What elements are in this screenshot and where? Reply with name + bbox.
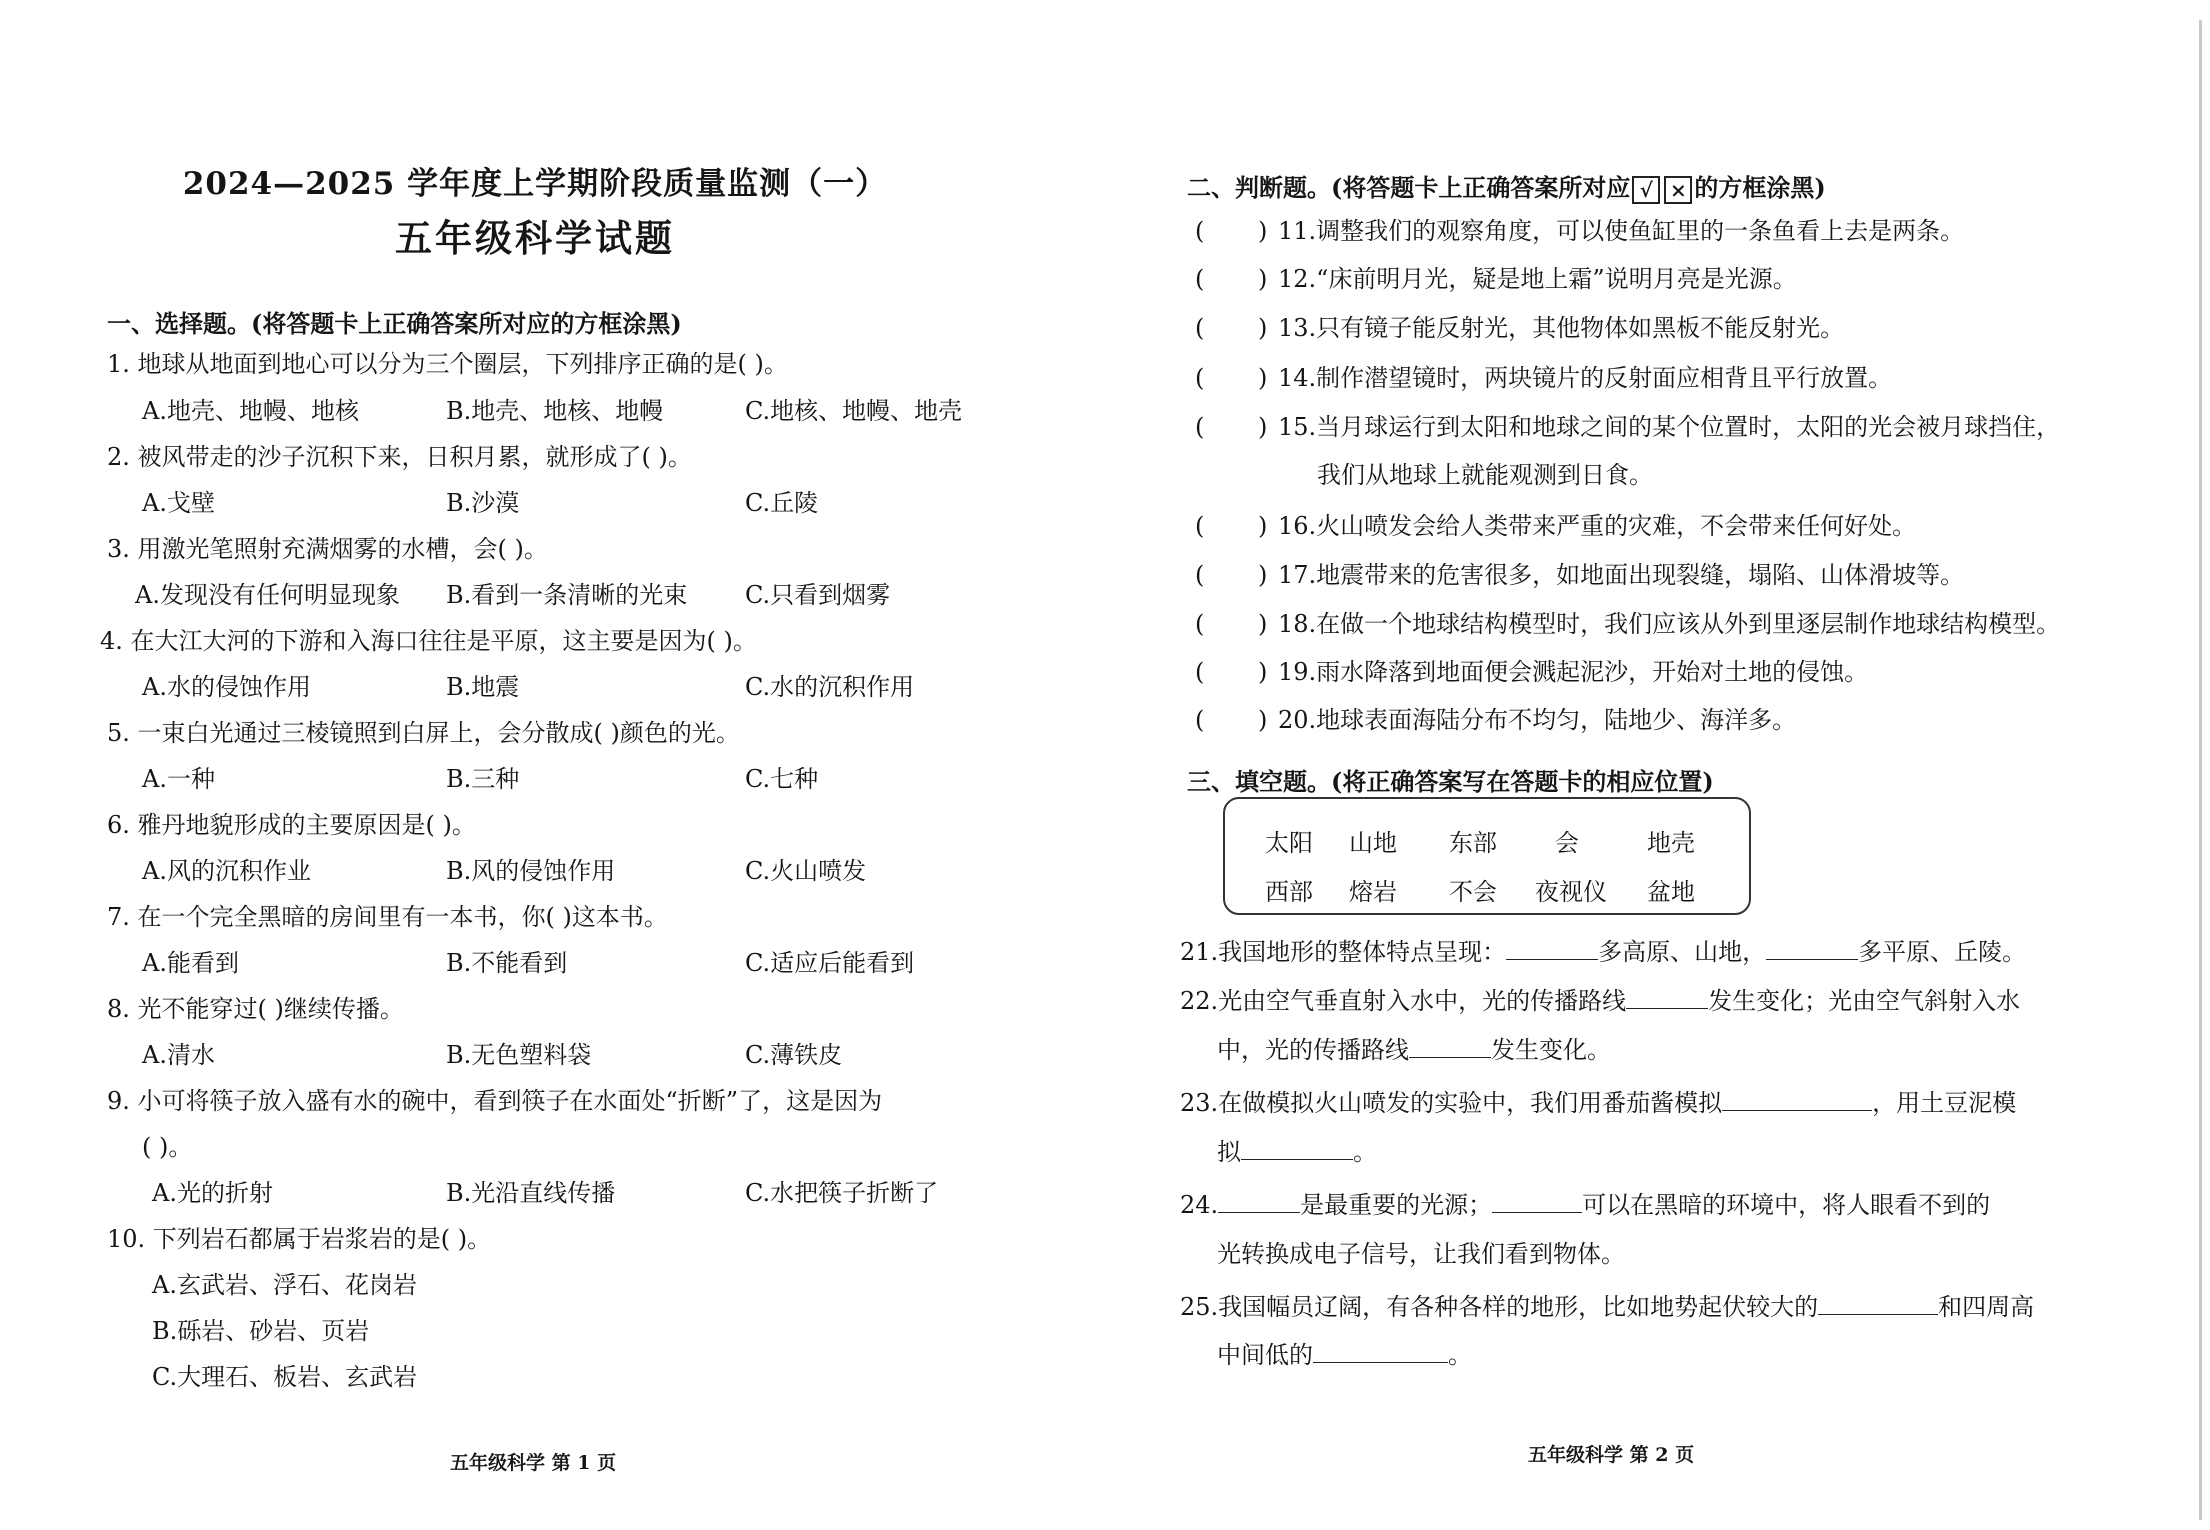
judge-12: 12.“床前明月光，疑是地上霜”说明月亮是光源。 — [1278, 265, 1797, 293]
q10-option-a: A.玄武岩、浮石、花岗岩 — [152, 1271, 417, 1299]
judge-18-open-paren: ( — [1195, 610, 1205, 638]
judge-15: 15.当月球运行到太阳和地球之间的某个位置时，太阳的光会被月球挡住， — [1278, 413, 2061, 441]
judge-19: 19.雨水降落到地面便会溅起泥沙，开始对土地的侵蚀。 — [1278, 658, 1869, 686]
page-1-footer: 五年级科学 第 1 页 — [450, 1452, 617, 1474]
word-bank-item: 熔岩 — [1349, 878, 1397, 906]
q7-option-a: A.能看到 — [142, 949, 239, 977]
q5-option-a: A.一种 — [142, 765, 215, 793]
fill-21-text-a: 21.我国地形的整体特点呈现： — [1180, 938, 1507, 966]
q10-option-b: B.砾岩、砂岩、页岩 — [152, 1317, 370, 1345]
q1-option-b: B.地壳、地核、地幔 — [446, 397, 664, 425]
fill-23-cont — [1217, 1137, 1377, 1167]
judge-11: 11.调整我们的观察角度，可以使鱼缸里的一条鱼看上去是两条。 — [1278, 217, 1965, 245]
question-9-cont: ( )。 — [142, 1133, 193, 1161]
fill-25-text-c: 中间低的 — [1217, 1341, 1313, 1369]
judge-15-cont: 我们从地球上就能观测到日食。 — [1317, 461, 1653, 489]
q3-option-a: A.发现没有任何明显现象 — [135, 581, 400, 609]
question-3: 3. 用激光笔照射充满烟雾的水槽，会( )。 — [107, 535, 548, 563]
scan-edge-line — [2199, 20, 2202, 1520]
fill-23-text-b: ，用土豆泥模 — [1872, 1089, 2017, 1117]
fill-22-text-a: 22.光由空气垂直射入水中，光的传播路线 — [1180, 987, 1627, 1015]
judge-12-close-paren: ) — [1258, 265, 1268, 293]
q9-option-a: A.光的折射 — [152, 1179, 273, 1207]
fill-24-text-b: 是最重要的光源； — [1300, 1191, 1493, 1219]
judge-16-open-paren: ( — [1195, 512, 1205, 540]
fill-22-text-c: 中，光的传播路线 — [1217, 1036, 1409, 1064]
word-bank-item: 地壳 — [1647, 829, 1695, 857]
exam-title: 2024—2025 学年度上学期阶段质量监测（一） — [182, 166, 888, 202]
q8-option-c: C.薄铁皮 — [745, 1041, 843, 1069]
q6-option-c: C.火山喷发 — [745, 857, 867, 885]
fill-22-text-b: 发生变化；光由空气斜射入水 — [1708, 987, 2021, 1015]
word-bank — [1223, 797, 1751, 915]
q4-option-b: B.地震 — [446, 673, 520, 701]
word-bank-item: 不会 — [1449, 878, 1497, 906]
section-2-heading — [1187, 168, 1826, 204]
question-9: 9. 小可将筷子放入盛有水的碗中，看到筷子在水面处“折断”了，这是因为 — [107, 1087, 883, 1115]
section-2-heading-post: 的方框涂黑) — [1694, 173, 1826, 202]
fill-24-cont: 光转换成电子信号，让我们看到物体。 — [1217, 1240, 1625, 1268]
fill-24 — [1180, 1190, 1990, 1220]
blank — [1218, 1190, 1300, 1213]
fill-24-text-c: 可以在黑暗的环境中，将人眼看不到的 — [1582, 1191, 1991, 1219]
word-bank-item: 夜视仪 — [1535, 878, 1607, 906]
judge-20-open-paren: ( — [1195, 706, 1205, 734]
blank — [1506, 937, 1598, 960]
blank — [1409, 1035, 1491, 1058]
judge-11-close-paren: ) — [1258, 217, 1268, 245]
q3-option-b: B.看到一条清晰的光束 — [446, 581, 688, 609]
judge-13: 13.只有镜子能反射光，其他物体如黑板不能反射光。 — [1278, 314, 1845, 342]
judge-20-close-paren: ) — [1258, 706, 1268, 734]
word-bank-item: 山地 — [1349, 829, 1397, 857]
section-3-heading: 三、填空题。(将正确答案写在答题卡的相应位置) — [1187, 767, 1714, 796]
word-bank-item: 盆地 — [1647, 878, 1695, 906]
blank — [1722, 1088, 1872, 1111]
judge-20: 20.地球表面海陆分布不均匀，陆地少、海洋多。 — [1278, 706, 1797, 734]
q2-option-a: A.戈壁 — [142, 489, 215, 517]
q6-option-a: A.风的沉积作业 — [142, 857, 311, 885]
blank — [1818, 1292, 1938, 1315]
judge-17-open-paren: ( — [1195, 561, 1205, 589]
fill-22 — [1180, 986, 2020, 1016]
judge-19-close-paren: ) — [1258, 658, 1268, 686]
judge-18: 18.在做一个地球结构模型时，我们应该从外到里逐层制作地球结构模型。 — [1278, 610, 2061, 638]
cross-box-icon: × — [1664, 176, 1692, 204]
judge-17-close-paren: ) — [1258, 561, 1268, 589]
q9-option-b: B.光沿直线传播 — [446, 1179, 616, 1207]
q7-option-b: B.不能看到 — [446, 949, 568, 977]
q10-option-c: C.大理石、板岩、玄武岩 — [152, 1363, 418, 1391]
q2-option-c: C.丘陵 — [745, 489, 819, 517]
word-bank-item: 会 — [1555, 829, 1579, 857]
fill-23-text-a: 23.在做模拟火山喷发的实验中，我们用番茄酱模拟 — [1180, 1089, 1723, 1117]
judge-15-open-paren: ( — [1195, 413, 1205, 441]
q7-option-c: C.适应后能看到 — [745, 949, 915, 977]
judge-14: 14.制作潜望镜时，两块镜片的反射面应相背且平行放置。 — [1278, 364, 1893, 392]
q4-option-c: C.水的沉积作用 — [745, 673, 915, 701]
blank — [1626, 986, 1708, 1009]
q1-option-a: A.地壳、地幔、地核 — [142, 397, 359, 425]
judge-19-open-paren: ( — [1195, 658, 1205, 686]
q2-option-b: B.沙漠 — [446, 489, 520, 517]
fill-22-cont — [1217, 1035, 1611, 1065]
judge-18-close-paren: ) — [1258, 610, 1268, 638]
fill-22-text-d: 发生变化。 — [1491, 1036, 1611, 1064]
question-8: 8. 光不能穿过( )继续传播。 — [107, 995, 404, 1023]
judge-16: 16.火山喷发会给人类带来严重的灾难，不会带来任何好处。 — [1278, 512, 1917, 540]
fill-23 — [1180, 1088, 2016, 1118]
question-2: 2. 被风带走的沙子沉积下来，日积月累，就形成了( )。 — [107, 443, 692, 471]
word-bank-item: 西部 — [1265, 878, 1313, 906]
q9-option-c: C.水把筷子折断了 — [745, 1179, 939, 1207]
word-bank-item: 太阳 — [1265, 829, 1313, 857]
judge-16-close-paren: ) — [1258, 512, 1268, 540]
fill-21 — [1180, 937, 2026, 967]
judge-15-close-paren: ) — [1258, 413, 1268, 441]
q6-option-b: B.风的侵蚀作用 — [446, 857, 616, 885]
section-1-heading: 一、选择题。(将答题卡上正确答案所对应的方框涂黑) — [107, 309, 682, 338]
fill-23-text-d: 。 — [1353, 1138, 1377, 1166]
word-bank-item: 东部 — [1449, 829, 1497, 857]
fill-24-text-a: 24. — [1180, 1191, 1219, 1219]
fill-23-text-c: 拟 — [1217, 1138, 1241, 1166]
fill-25-text-a: 25.我国幅员辽阔，有各种各样的地形，比如地势起伏较大的 — [1180, 1293, 1819, 1321]
q8-option-b: B.无色塑料袋 — [446, 1041, 592, 1069]
fill-25-text-d: 。 — [1448, 1341, 1472, 1369]
judge-14-close-paren: ) — [1258, 364, 1268, 392]
q5-option-c: C.七种 — [745, 765, 819, 793]
exam-subtitle: 五年级科学试题 — [395, 216, 675, 260]
check-box-icon: √ — [1632, 176, 1660, 204]
judge-12-open-paren: ( — [1195, 265, 1205, 293]
judge-13-close-paren: ) — [1258, 314, 1268, 342]
fill-25 — [1180, 1292, 2034, 1322]
fill-25-text-b: 和四周高 — [1938, 1293, 2035, 1321]
question-7: 7. 在一个完全黑暗的房间里有一本书，你( )这本书。 — [107, 903, 668, 931]
judge-17: 17.地震带来的危害很多，如地面出现裂缝，塌陷、山体滑坡等。 — [1278, 561, 1965, 589]
blank — [1766, 937, 1858, 960]
q1-option-c: C.地核、地幔、地壳 — [745, 397, 963, 425]
blank — [1313, 1340, 1448, 1363]
judge-13-open-paren: ( — [1195, 314, 1205, 342]
fill-21-text-b: 多高原、山地， — [1598, 938, 1767, 966]
question-6: 6. 雅丹地貌形成的主要原因是( )。 — [107, 811, 476, 839]
page-2-footer: 五年级科学 第 2 页 — [1528, 1444, 1695, 1466]
fill-21-text-c: 多平原、丘陵。 — [1858, 938, 2027, 966]
q4-option-a: A.水的侵蚀作用 — [142, 673, 311, 701]
blank — [1492, 1190, 1582, 1213]
judge-14-open-paren: ( — [1195, 364, 1205, 392]
fill-25-cont — [1217, 1340, 1472, 1370]
q8-option-a: A.清水 — [142, 1041, 215, 1069]
q5-option-b: B.三种 — [446, 765, 520, 793]
q3-option-c: C.只看到烟雾 — [745, 581, 891, 609]
question-10: 10. 下列岩石都属于岩浆岩的是( )。 — [107, 1225, 492, 1253]
section-2-heading-pre: 二、判断题。(将答题卡上正确答案所对应 — [1187, 173, 1631, 202]
judge-11-open-paren: ( — [1195, 217, 1205, 245]
question-4: 4. 在大江大河的下游和入海口往往是平原，这主要是因为( )。 — [100, 627, 757, 655]
exam-page-2 — [1150, 0, 2210, 1530]
question-5: 5. 一束白光通过三棱镜照到白屏上，会分散成( )颜色的光。 — [107, 719, 740, 747]
blank — [1241, 1137, 1353, 1160]
question-1: 1. 地球从地面到地心可以分为三个圈层，下列排序正确的是( )。 — [107, 350, 788, 378]
